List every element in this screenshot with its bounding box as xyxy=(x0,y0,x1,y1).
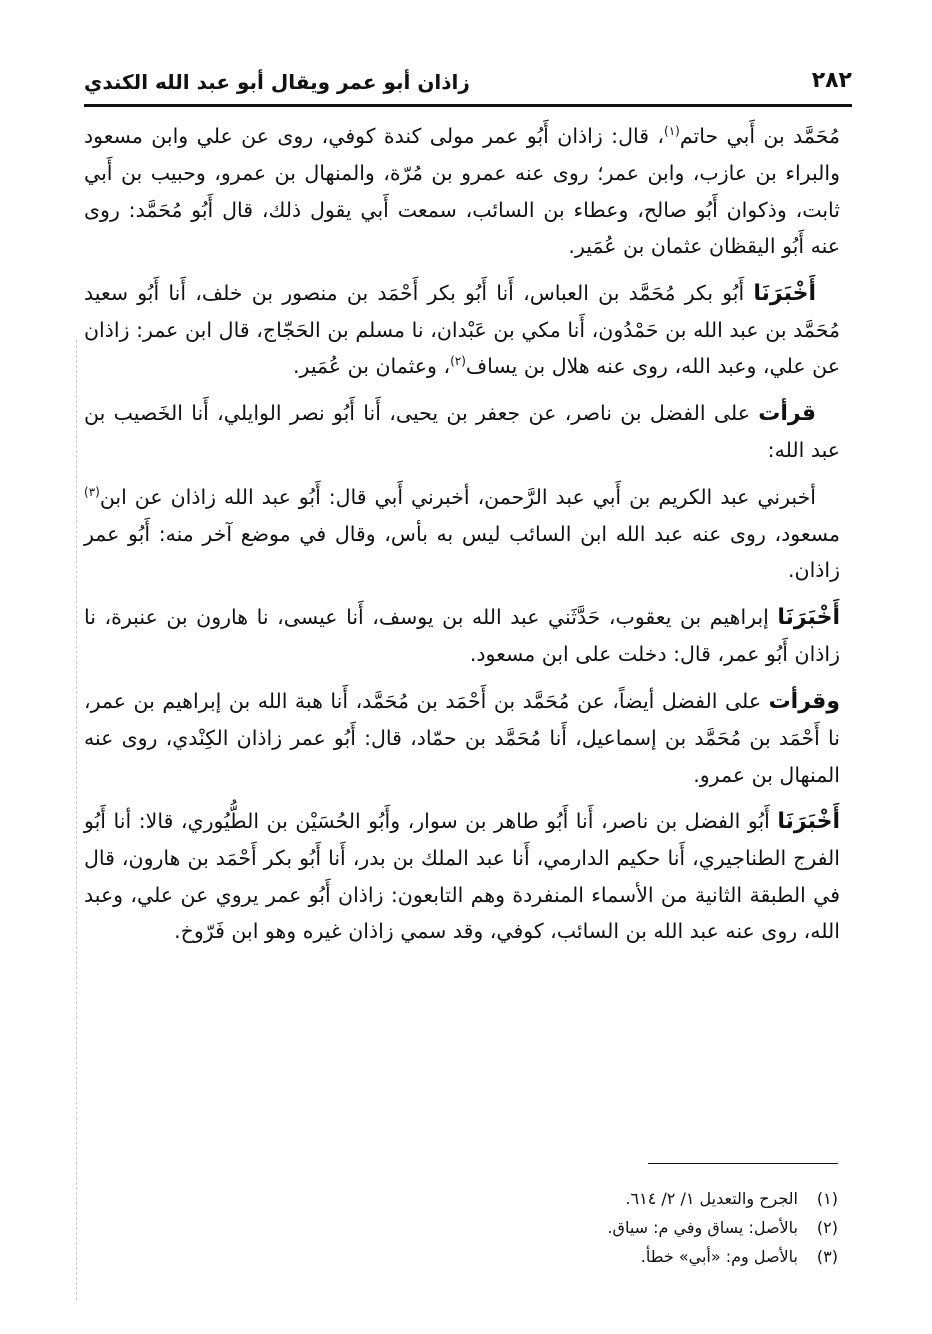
paragraph-lead: أَخْبَرَنَا xyxy=(753,280,816,306)
paragraph-text-continued: مسعود، روى عنه عبد الله ابن السائب ليس به بأس، وقال في موضع آخر منه: أَبُو عمر زاذان. xyxy=(84,522,840,583)
footnote-1 xyxy=(300,1184,838,1213)
paragraph-5 xyxy=(84,599,840,673)
footnote-number: (٣) xyxy=(816,1247,838,1266)
paragraph-text: إبراهيم بن يعقوب، حَدَّثَني عبد الله بن يوسف، أَنا عيسى، نا هارون بن عنبرة، نا زاذان أَبُو عمر، قال: دخلت على ابن مسعود. xyxy=(84,604,840,667)
paragraph-text: أخبرني عبد الكريم بن أَبي عبد الرَّحمن، أخبرني أَبي قال: أَبُو عبد الله زاذان عن ابن xyxy=(99,484,816,509)
paragraph-text: أَبُو بكر مُحَمَّد بن العباس، أَنا أَبُو بكر أَحْمَد بن منصور بن خلف، أَنا أَبُو سعيد مُحَمَّد بن عبد الله بن حَمْدُون، أَنا مكي بن عَبْدان، نا مسلم بن الحَجّاج، قال ابن عمر: زاذان عن علي، وعبد الله، روى عنه هلال بن يساف xyxy=(84,280,840,379)
paragraph-2 xyxy=(84,275,840,385)
footnote-number: (١) xyxy=(816,1189,838,1208)
footnote-text: بالأصل: يساق وفي م: سياق. xyxy=(607,1218,798,1237)
main-text xyxy=(84,118,840,960)
paragraph-lead: أَخْبَرَنَا xyxy=(777,604,840,630)
footnotes xyxy=(300,1184,838,1271)
paragraph-7 xyxy=(84,803,840,950)
footnote-ref: (٢) xyxy=(450,354,466,369)
paragraph-lead: وقرأت xyxy=(768,688,840,714)
header-rule xyxy=(84,104,852,107)
footnote-2 xyxy=(300,1213,838,1242)
paragraph-3 xyxy=(84,395,840,469)
paragraph-text-continued: ، قال: زاذان أَبُو عمر مولى كندة كوفي، روى عن علي وابن مسعود والبراء بن عازب، وابن عمر؛ روى عنه عمرو بن مُرّة، والمنهال بن عمرو، وحبيب بن أَبي ثابت، وذكوان أَبُو صالح، وعطاء بن السائب، سمعت أَبي يقول ذلك، قال أَبُو مُحَمَّد: روى عنه أَبُو اليقظان عثمان بن عُمَير. xyxy=(84,124,840,259)
paragraph-lead: أَخْبَرَنَا xyxy=(777,808,840,834)
footnote-ref: (١) xyxy=(664,124,680,139)
paragraph-text: أَبُو الفضل بن ناصر، أَنا أَبُو طاهر بن سوار، وأَبُو الحُسَيْن بن الطُّيُوري، قالا: أنا أَبُو الفرج الطناجيري، أَنا حكيم الدارمي، أَنا عبد الملك بن بدر، أَنا أَبُو بكر أَحْمَد بن هارون، قال في الطبقة الثانية من الأسماء المنفردة وهم التابعون: زاذان أَبُو عمر يروي عن علي، وعبد الله، روى عنه عبد الله بن السائب، كوفي، وقد سمي زاذان غيره وهو ابن فَرّوخ. xyxy=(84,808,840,944)
running-title: زاذان أبو عمر ويقال أبو عبد الله الكندي xyxy=(84,70,470,94)
paragraph-4 xyxy=(84,479,840,589)
paragraph-lead: قرأت xyxy=(758,400,816,426)
paragraph-text: على الفضل أيضاً، عن مُحَمَّد بن أَحْمَد بن مُحَمَّد، أَنا هبة الله بن إبراهيم بن عمر، نا أَحْمَد بن مُحَمَّد بن إسماعيل، أَنا مُحَمَّد بن حمّاد، قال: أَبُو عمر زاذان الكِنْدي، روى عنه المنهال بن عمرو. xyxy=(84,688,840,787)
footnote-ref: (٣) xyxy=(84,484,100,499)
margin-line xyxy=(76,340,77,1300)
paragraph-1 xyxy=(84,118,840,265)
page-header xyxy=(84,66,852,100)
footnote-3 xyxy=(300,1242,838,1271)
paragraph-6 xyxy=(84,683,840,793)
footnote-number: (٢) xyxy=(816,1218,838,1237)
footnote-separator xyxy=(648,1163,838,1164)
paragraph-text: على الفضل بن ناصر، عن جعفر بن يحيى، أَنا أَبُو نصر الوايلي، أَنا الخَصيب بن عبد الله: xyxy=(84,400,840,463)
footnote-text: الجرح والتعديل ١/ ٢/ ٦١٤. xyxy=(625,1189,798,1208)
paragraph-text: مُحَمَّد بن أَبي حاتم xyxy=(679,124,840,148)
paragraph-text-continued: ، وعثمان بن عُمَير. xyxy=(293,354,451,379)
page-number: ٢٨٢ xyxy=(811,68,852,93)
footnote-text: بالأصل وم: «أبي» خطأ. xyxy=(640,1247,798,1266)
